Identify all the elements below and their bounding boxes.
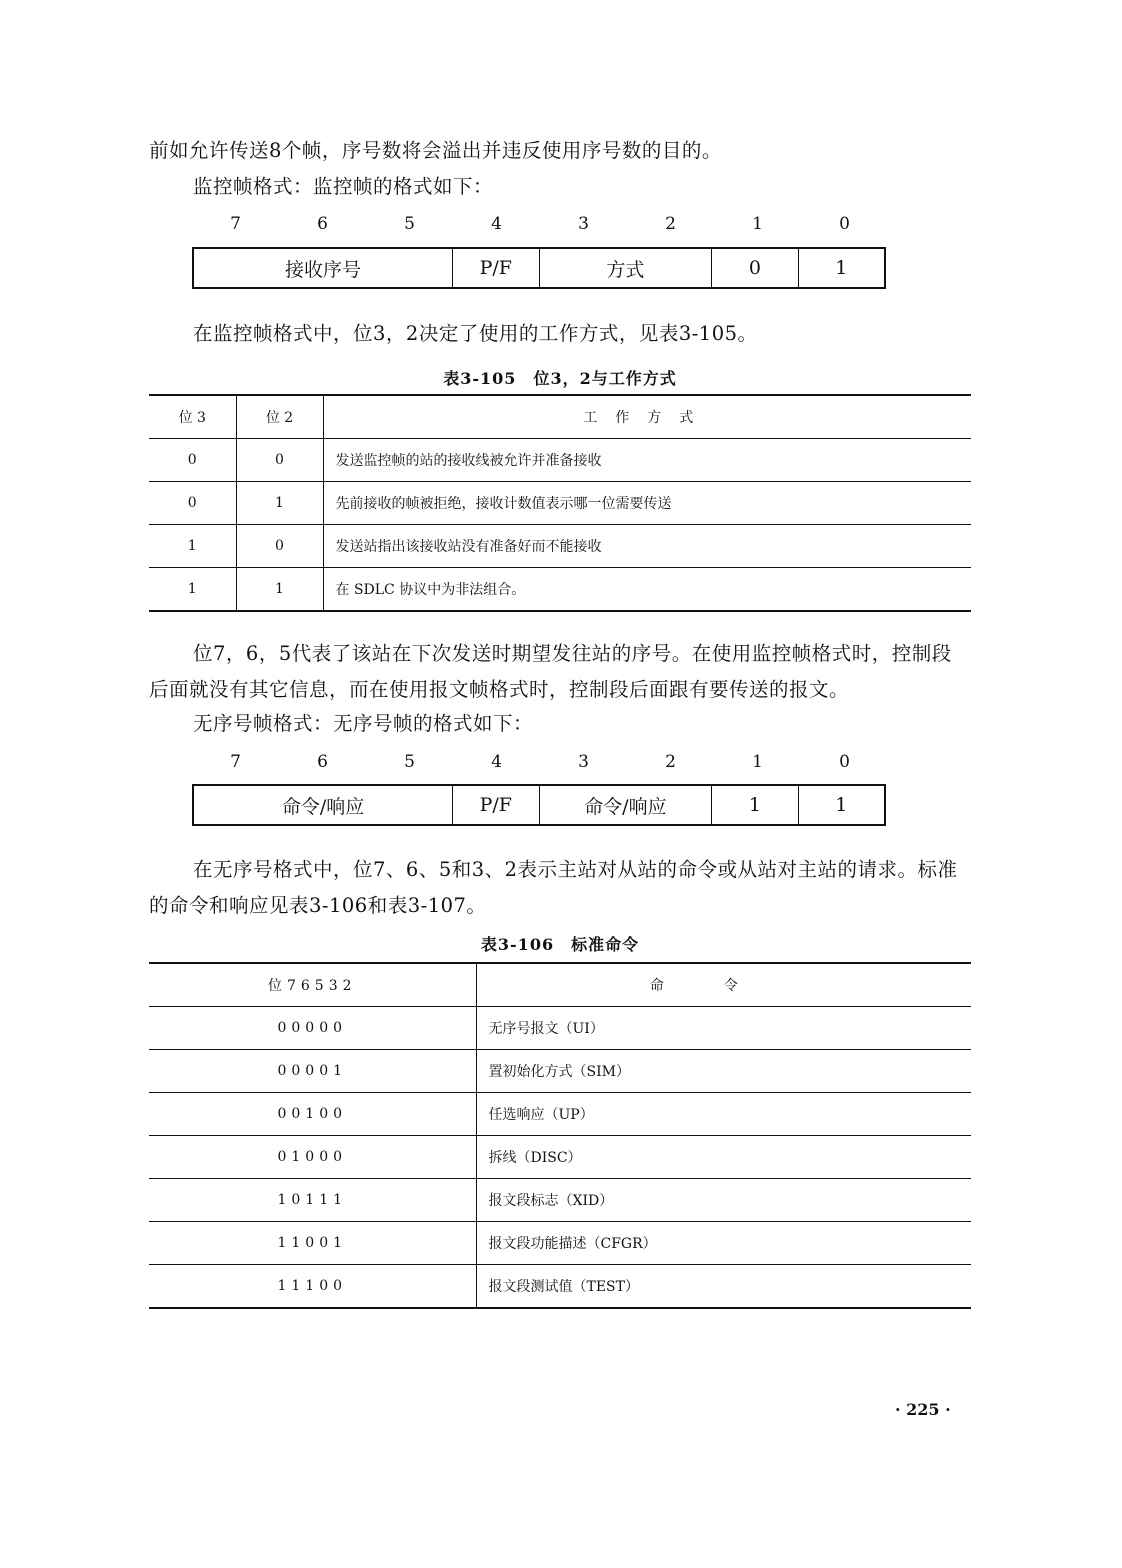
cell-bits: 00001 (149, 1050, 476, 1093)
cell-bits: 11100 (149, 1265, 476, 1309)
paragraph-bits32: 在监控帧格式中，位3，2决定了使用的工作方式，见表3-105。 (193, 322, 758, 345)
cell-bits: 01000 (149, 1136, 476, 1179)
table-row (149, 439, 971, 482)
header-bit2: 位 2 (236, 395, 323, 439)
table-106-caption: 表3-106 标准命令 (480, 935, 640, 954)
table-row (149, 482, 971, 525)
table-header-row (149, 963, 971, 1007)
frame-field-pf: P/F (453, 786, 539, 824)
bit-number: 7 (230, 752, 241, 772)
frame-field-receive-seq: 接收序号 (194, 249, 453, 287)
supervisory-frame-diagram (192, 247, 886, 289)
bit-number-row-supervisory (192, 214, 886, 238)
bit-number: 4 (491, 214, 502, 234)
bit-number-row-unnumbered (192, 752, 886, 776)
header-bit3: 位 3 (149, 395, 236, 439)
bit-number: 0 (839, 214, 850, 234)
frame-field-bit1: 1 (712, 786, 798, 824)
bit-number: 1 (752, 752, 763, 772)
cell-command: 报文段功能描述（CFGR） (476, 1222, 971, 1265)
table-row (149, 568, 971, 612)
frame-field-command-response-2: 命令/响应 (540, 786, 713, 824)
header-command: 命令 (476, 963, 971, 1007)
header-bits: 位76532 (149, 963, 476, 1007)
cell-command: 任选响应（UP） (476, 1093, 971, 1136)
cell-command: 报文段测试值（TEST） (476, 1265, 971, 1309)
cell-bit2: 0 (236, 439, 323, 482)
cell-bits: 00000 (149, 1007, 476, 1050)
cell-mode: 先前接收的帧被拒绝，接收计数值表示哪一位需要传送 (323, 482, 971, 525)
bit-number: 3 (578, 752, 589, 772)
page-number: · 225 · (895, 1400, 951, 1419)
frame-field-pf: P/F (453, 249, 539, 287)
table-106 (149, 962, 971, 1309)
unnumbered-frame-diagram (192, 784, 886, 826)
cell-bit3: 1 (149, 525, 236, 568)
cell-bit3: 0 (149, 439, 236, 482)
cell-bits: 11001 (149, 1222, 476, 1265)
cell-command: 拆线（DISC） (476, 1136, 971, 1179)
paragraph-unnumbered-intro: 无序号帧格式：无序号帧的格式如下： (193, 712, 534, 735)
cell-command: 置初始化方式（SIM） (476, 1050, 971, 1093)
bit-number: 2 (665, 214, 676, 234)
cell-bit3: 0 (149, 482, 236, 525)
paragraph-bits765: 位7，6，5代表了该站在下次发送时期望发往站的序号。在使用监控帧格式时，控制段后面就没有其它信息，而在使用报文帧格式时，控制段后面跟有要传送的报文。 (149, 642, 952, 701)
paragraph-overflow: 前如允许传送8个帧，序号数将会溢出并违反使用序号数的目的。 (149, 139, 722, 162)
cell-command: 无序号报文（UI） (476, 1007, 971, 1050)
cell-bit2: 0 (236, 525, 323, 568)
bit-number: 2 (665, 752, 676, 772)
table-105 (149, 394, 971, 612)
table-row (149, 1179, 971, 1222)
bit-number: 7 (230, 214, 241, 234)
table-header-row (149, 395, 971, 439)
table-105-caption: 表3-105 位3，2与工作方式 (443, 369, 677, 388)
bit-number: 1 (752, 214, 763, 234)
table-row (149, 1265, 971, 1309)
table-row (149, 1093, 971, 1136)
bit-number: 5 (404, 214, 415, 234)
cell-mode: 发送站指出该接收站没有准备好而不能接收 (323, 525, 971, 568)
frame-field-mode: 方式 (540, 249, 713, 287)
cell-command: 报文段标志（XID） (476, 1179, 971, 1222)
bit-number: 4 (491, 752, 502, 772)
table-row (149, 1222, 971, 1265)
cell-bit3: 1 (149, 568, 236, 612)
cell-mode: 在 SDLC 协议中为非法组合。 (323, 568, 971, 612)
cell-bits: 00100 (149, 1093, 476, 1136)
bit-number: 0 (839, 752, 850, 772)
paragraph-unnumbered-bits: 在无序号格式中，位7、6、5和3、2表示主站对从站的命令或从站对主站的请求。标准的命令和响应见表3-106和表3-107。 (149, 858, 958, 917)
frame-field-bit0: 1 (835, 794, 848, 816)
bit-number: 5 (404, 752, 415, 772)
header-mode: 工作方式 (323, 395, 971, 439)
bit-number: 6 (317, 752, 328, 772)
table-row (149, 1007, 971, 1050)
table-row (149, 525, 971, 568)
cell-bits: 10111 (149, 1179, 476, 1222)
cell-mode: 发送监控帧的站的接收线被允许并准备接收 (323, 439, 971, 482)
cell-bit2: 1 (236, 482, 323, 525)
bit-number: 3 (578, 214, 589, 234)
frame-field-bit0: 1 (835, 257, 848, 279)
table-row (149, 1050, 971, 1093)
paragraph-supervisory-intro: 监控帧格式：监控帧的格式如下： (193, 175, 494, 198)
cell-bit2: 1 (236, 568, 323, 612)
table-row (149, 1136, 971, 1179)
frame-field-command-response: 命令/响应 (194, 786, 453, 824)
frame-field-bit1: 0 (712, 249, 798, 287)
bit-number: 6 (317, 214, 328, 234)
